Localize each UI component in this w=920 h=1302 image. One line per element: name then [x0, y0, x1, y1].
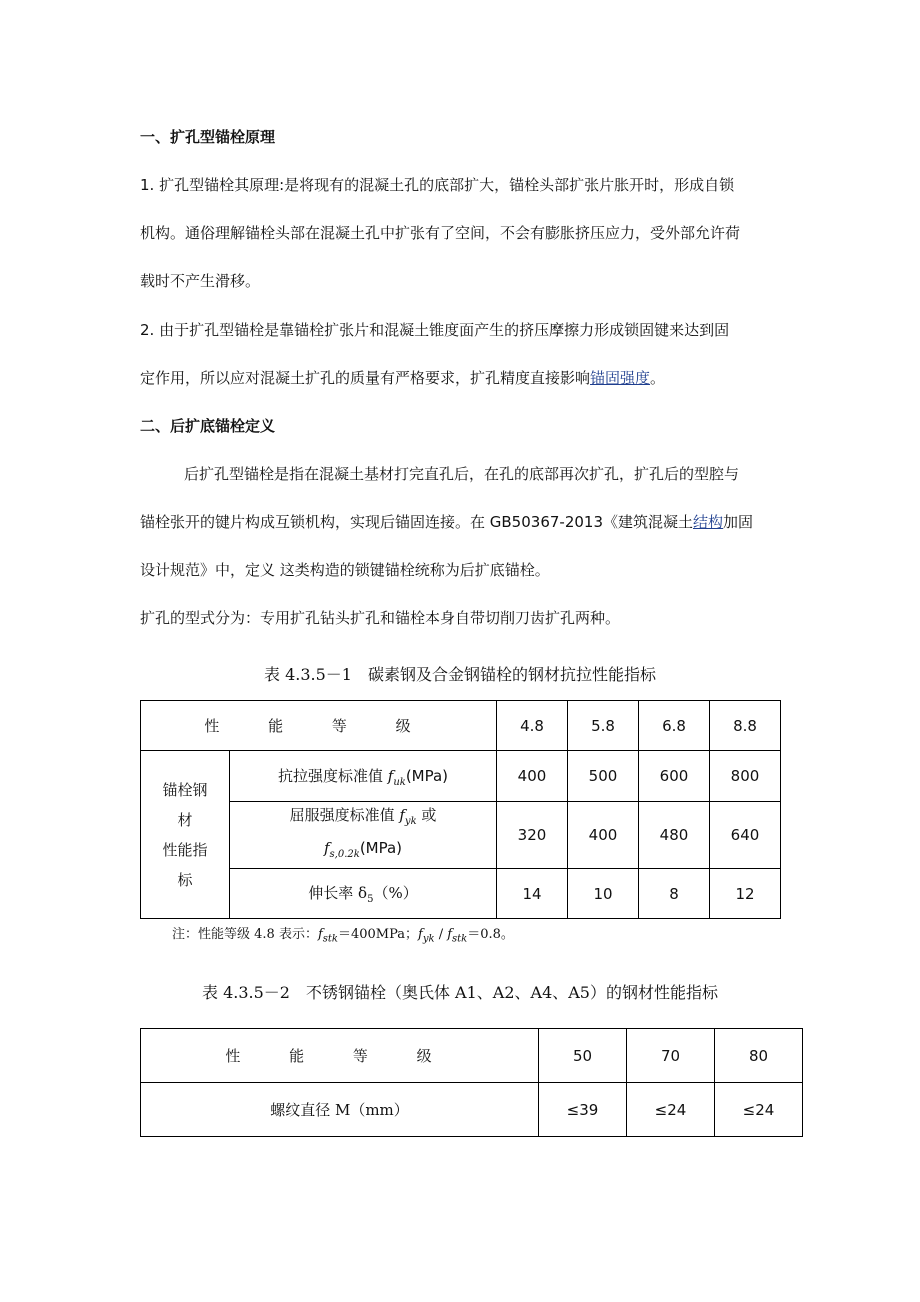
text-line: 设计规范》中，定义 这类构造的锁键锚栓统称为后扩底锚栓。 — [140, 561, 550, 579]
section2-paragraph1 — [140, 450, 785, 594]
text-line: 载时不产生滑移。 — [140, 272, 261, 290]
table-cell: 50 — [539, 1029, 627, 1083]
table-cell: 400 — [497, 751, 568, 802]
group-label-line: 锚栓钢 — [162, 780, 208, 799]
note-text: ＝400MPa； — [337, 927, 419, 942]
label-text: 伸长率 δ — [308, 884, 368, 902]
table-cell: 8 — [639, 869, 710, 919]
table-row — [141, 751, 781, 802]
table-cell: ≤39 — [539, 1083, 627, 1137]
table-cell: 400 — [568, 802, 639, 869]
section1-paragraph2 — [140, 306, 785, 402]
symbol-sub: s,0.2k — [329, 849, 360, 860]
table-cell: 800 — [710, 751, 781, 802]
table1-caption: 表 4.3.5－1 碳素钢及合金钢锚栓的钢材抗拉性能指标 — [264, 665, 656, 684]
table1-row1-label — [230, 751, 497, 802]
symbol-sub: yk — [404, 816, 417, 827]
table-cell: 480 — [639, 802, 710, 869]
note-text: 注：性能等级 4.8 表示： — [172, 927, 318, 942]
symbol: f — [323, 839, 330, 857]
table-cell: 4.8 — [497, 701, 568, 751]
table2-row1-label: 螺纹直径 M（mm） — [141, 1083, 539, 1137]
table-cell: 640 — [710, 802, 781, 869]
text-line — [140, 354, 785, 402]
header-text: 性 能 等 级 — [204, 717, 433, 735]
table-cell: 12 — [710, 869, 781, 919]
text-line: 机构。通俗理解锚栓头部在混凝土孔中扩张有了空间，不会有膨胀挤压应力，受外部允许荷 — [140, 224, 741, 242]
section2-paragraph2 — [140, 594, 785, 642]
header-text: 性 能 等 级 — [225, 1047, 454, 1065]
symbol-sub: yk — [422, 933, 435, 945]
text-span: 。 — [650, 369, 666, 387]
symbol-sub: stk — [452, 933, 468, 945]
text-line: 1. 扩孔型锚栓其原理:是将现有的混凝土孔的底部扩大，锚栓头部扩张片胀开时，形成自锁 — [140, 176, 735, 194]
symbol-sub: 5 — [367, 894, 374, 905]
unit: (MPa) — [405, 766, 449, 785]
table1-header-label — [141, 701, 497, 751]
text-span: 加固 — [723, 513, 754, 531]
text-line: 后扩孔型锚栓是指在混凝土基材打完直孔后，在孔的底部再次扩孔，扩孔后的型腔与 — [184, 465, 740, 483]
text-line: 扩孔的型式分为：专用扩孔钻头扩孔和锚栓本身自带切削刀齿扩孔两种。 — [140, 609, 621, 627]
table-cell: ≤24 — [715, 1083, 803, 1137]
label-line — [230, 835, 496, 868]
table-cell: 80 — [715, 1029, 803, 1083]
group-label-line: 标 — [177, 870, 193, 889]
table2-caption: 表 4.3.5－2 不锈钢锚栓（奥氏体 A1、A2、A4、A5）的钢材性能指标 — [201, 983, 718, 1002]
table-cell: 6.8 — [639, 701, 710, 751]
structure-link[interactable]: 结构 — [693, 513, 724, 531]
table2-header-label — [141, 1029, 539, 1083]
unit: (MPa) — [359, 839, 403, 857]
text-line — [140, 498, 785, 546]
table-cell: 70 — [627, 1029, 715, 1083]
table-row — [141, 1029, 803, 1083]
symbol: f — [317, 927, 323, 942]
text-line: 2. 由于扩孔型锚栓是靠锚栓扩张片和混凝土锥度面产生的挤压摩擦力形成锁固键来达到固 — [140, 321, 730, 339]
table-cell: 500 — [568, 751, 639, 802]
symbol: f — [399, 806, 405, 824]
note-text: / — [434, 927, 448, 942]
table-cell: 14 — [497, 869, 568, 919]
table-cell: 8.8 — [710, 701, 781, 751]
section1-title: 一、扩孔型锚栓原理 — [140, 128, 276, 146]
symbol: f — [387, 766, 394, 785]
label-text: 抗拉强度标准值 — [277, 766, 388, 785]
label-text: 或 — [416, 806, 437, 824]
table-row — [141, 1083, 803, 1137]
label-text: 屈服强度标准值 — [289, 806, 400, 824]
text-span: 定作用，所以应对混凝土扩孔的质量有严格要求，扩孔精度直接影响 — [140, 369, 591, 387]
table-cell: 10 — [568, 869, 639, 919]
text-span: 锚栓张开的键片构成互锁机构，实现后锚固连接。在 GB50367-2013《建筑混凝土 — [140, 513, 693, 531]
symbol: f — [447, 927, 453, 942]
section2-title: 二、后扩底锚栓定义 — [140, 417, 276, 435]
group-label-line: 材 — [177, 810, 193, 829]
table-row — [141, 869, 781, 919]
table-cell: ≤24 — [627, 1083, 715, 1137]
group-label-line: 性能指 — [162, 840, 208, 859]
label-line — [230, 802, 496, 835]
unit: （%） — [373, 884, 418, 902]
table-row — [141, 802, 781, 869]
note-text: ＝0.8。 — [467, 927, 514, 942]
table1-row2-label — [230, 802, 497, 869]
table-cell: 5.8 — [568, 701, 639, 751]
symbol-sub: stk — [322, 933, 338, 945]
table-cell: 600 — [639, 751, 710, 802]
section1-paragraph1 — [140, 161, 785, 305]
symbol-sub: uk — [393, 776, 406, 788]
anchor-strength-link[interactable]: 锚固强度 — [590, 369, 651, 387]
table-cell: 320 — [497, 802, 568, 869]
table1-note — [172, 926, 514, 949]
table1-group-label — [141, 751, 230, 919]
table2 — [140, 1028, 803, 1137]
table1-row3-label — [230, 869, 497, 919]
symbol: f — [418, 927, 423, 942]
table-row — [141, 701, 781, 751]
table1 — [140, 700, 781, 919]
